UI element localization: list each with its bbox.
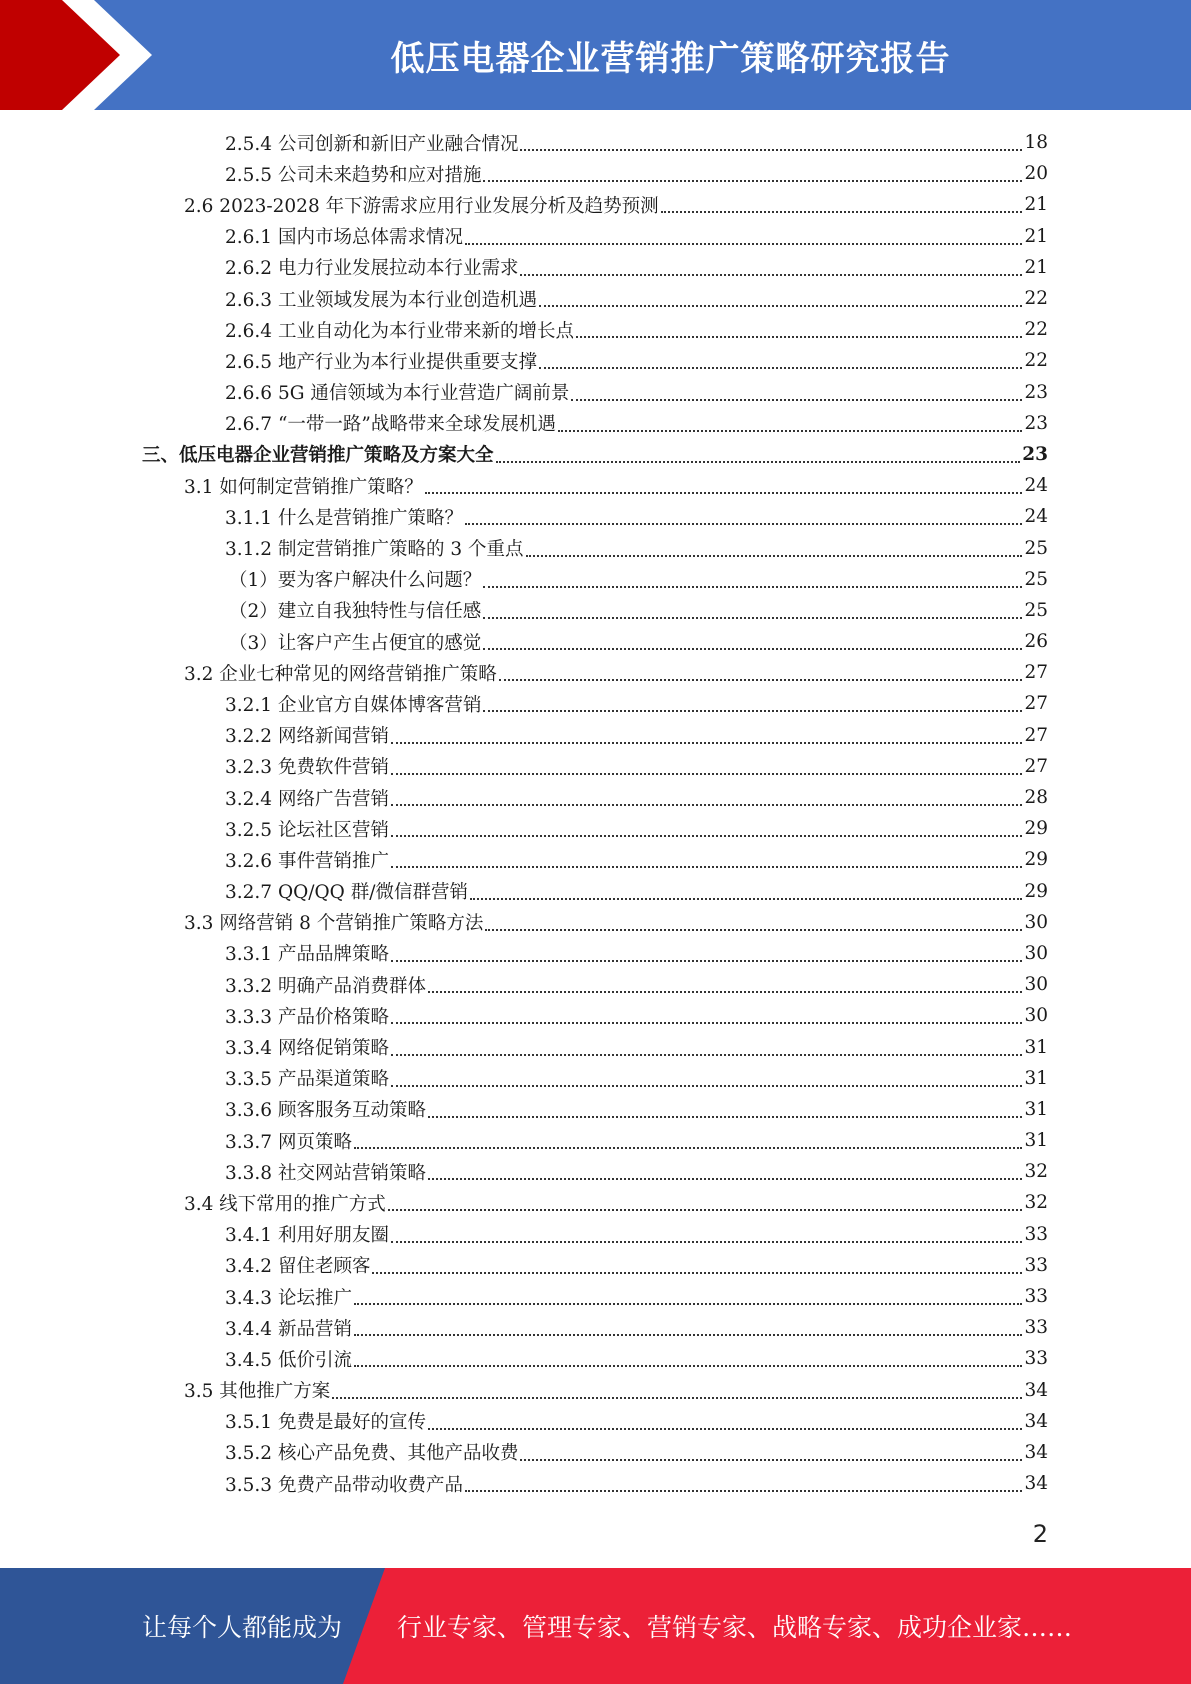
toc-entry[interactable] <box>0 938 1191 969</box>
toc-entry-title: 3.3.8 社交网站营销策略 <box>225 1162 426 1184</box>
document-title: 低压电器企业营销推广策略研究报告 <box>390 38 951 79</box>
toc-entry[interactable] <box>0 501 1191 532</box>
toc-entry-page: 33 <box>1024 1348 1048 1370</box>
toc-entry[interactable] <box>0 1250 1191 1281</box>
toc-entry-page: 34 <box>1024 1473 1048 1495</box>
toc-dot-leader <box>391 865 1022 868</box>
toc-dot-leader <box>428 990 1022 993</box>
toc-entry-page: 31 <box>1024 1130 1048 1152</box>
toc-dot-leader <box>539 366 1022 369</box>
toc-entry-title: 3.1.1 什么是营销推广策略？ <box>225 507 463 529</box>
toc-dot-leader <box>354 1302 1023 1305</box>
toc-entry[interactable] <box>0 1312 1191 1343</box>
toc-entry[interactable] <box>0 1375 1191 1406</box>
toc-entry-page: 33 <box>1024 1286 1048 1308</box>
toc-dot-leader <box>485 928 1022 931</box>
toc-entry-title: 3.1 如何制定营销推广策略？ <box>184 476 423 498</box>
toc-dot-leader <box>332 1396 1022 1399</box>
toc-entry-page: 31 <box>1024 1036 1048 1058</box>
toc-entry-page: 25 <box>1024 537 1048 559</box>
toc-entry-title: 3.2.5 论坛社区营销 <box>225 819 389 841</box>
toc-entry-title: 3.5.1 免费是最好的宣传 <box>225 1412 426 1434</box>
page-number: 2 <box>1032 1520 1048 1548</box>
toc-entry[interactable] <box>0 1000 1191 1031</box>
toc-entry-title: 3.4.4 新品营销 <box>225 1318 352 1340</box>
toc-dot-leader <box>499 678 1023 681</box>
page-footer <box>0 1568 1191 1684</box>
toc-entry[interactable] <box>0 688 1191 719</box>
toc-entry-page: 34 <box>1024 1441 1048 1463</box>
toc-entry-title: 三、低压电器企业营销推广策略及方案大全 <box>142 445 494 467</box>
toc-entry[interactable] <box>0 1031 1191 1062</box>
toc-entry-title: 3.2.4 网络广告营销 <box>225 788 389 810</box>
toc-entry[interactable] <box>0 595 1191 626</box>
toc-entry-page: 21 <box>1024 256 1048 278</box>
toc-dot-leader <box>388 1208 1023 1211</box>
toc-dot-leader <box>576 335 1022 338</box>
toc-entry-page: 23 <box>1024 412 1048 434</box>
toc-entry-page: 24 <box>1024 475 1048 497</box>
toc-entry-page: 29 <box>1024 880 1048 902</box>
toc-entry-title: 3.3.2 明确产品消费群体 <box>225 975 426 997</box>
toc-entry-title: 3.2.6 事件营销推广 <box>225 850 389 872</box>
toc-entry-title: 3.2.2 网络新闻营销 <box>225 726 389 748</box>
toc-entry-title: 3.4.1 利用好朋友圈 <box>225 1225 389 1247</box>
toc-entry-page: 20 <box>1024 163 1048 185</box>
toc-entry[interactable] <box>0 1468 1191 1499</box>
toc-dot-leader <box>483 709 1022 712</box>
toc-dot-leader <box>483 616 1022 619</box>
toc-entry-title: 3.3 网络营销 8 个营销推广策略方法 <box>184 913 484 935</box>
toc-entry-page: 27 <box>1024 724 1048 746</box>
footer-slogan-left: 让每个人都能成为 <box>142 1613 343 1642</box>
toc-entry-title: 3.2.3 免费软件营销 <box>225 757 389 779</box>
toc-dot-leader <box>391 1240 1022 1243</box>
toc-entry-page: 22 <box>1024 288 1048 310</box>
toc-entry-title: 3.4 线下常用的推广方式 <box>184 1193 386 1215</box>
toc-entry-title: 3.4.3 论坛推广 <box>225 1287 352 1309</box>
toc-entry[interactable] <box>0 283 1191 314</box>
toc-entry-title: 3.5 其他推广方案 <box>184 1381 331 1403</box>
toc-dot-leader <box>470 897 1022 900</box>
toc-entry[interactable] <box>0 1281 1191 1312</box>
toc-entry-title: 2.6.3 工业领域发展为本行业创造机遇 <box>225 289 537 311</box>
toc-dot-leader <box>520 1458 1022 1461</box>
toc-entry-page: 30 <box>1024 1005 1048 1027</box>
toc-entry-page: 18 <box>1024 132 1048 154</box>
toc-entry-title: 3.4.5 低价引流 <box>225 1349 352 1371</box>
toc-entry[interactable] <box>0 782 1191 813</box>
toc-dot-leader <box>391 834 1022 837</box>
toc-dot-leader <box>558 429 1023 432</box>
toc-entry-page: 23 <box>1022 443 1048 465</box>
toc-entry[interactable] <box>0 314 1191 345</box>
toc-dot-leader <box>391 1084 1022 1087</box>
toc-entry[interactable] <box>0 1437 1191 1468</box>
toc-entry-title: 2.6.4 工业自动化为本行业带来新的增长点 <box>225 320 574 342</box>
toc-entry[interactable] <box>0 1406 1191 1437</box>
toc-entry-page: 34 <box>1024 1410 1048 1432</box>
toc-dot-leader <box>465 522 1022 525</box>
toc-entry[interactable] <box>0 470 1191 501</box>
toc-entry[interactable] <box>0 158 1191 189</box>
toc-entry-page: 22 <box>1024 350 1048 372</box>
toc-dot-leader <box>354 1333 1023 1336</box>
toc-dot-leader <box>483 179 1022 182</box>
toc-dot-leader <box>428 1115 1022 1118</box>
toc-dot-leader <box>428 1427 1022 1430</box>
toc-entry-title: 2.5.5 公司未来趋势和应对措施 <box>225 164 482 186</box>
table-of-contents <box>0 127 1191 1499</box>
toc-entry-page: 27 <box>1024 693 1048 715</box>
toc-entry-title: 3.3.3 产品价格策略 <box>225 1006 389 1028</box>
toc-entry-page: 24 <box>1024 506 1048 528</box>
toc-entry-page: 25 <box>1024 568 1048 590</box>
toc-entry[interactable] <box>0 844 1191 875</box>
toc-entry[interactable] <box>0 813 1191 844</box>
toc-entry-title: 2.6 2023-2028 年下游需求应用行业发展分析及趋势预测 <box>184 195 659 217</box>
toc-entry[interactable] <box>0 564 1191 595</box>
toc-entry-page: 29 <box>1024 818 1048 840</box>
toc-entry[interactable] <box>0 626 1191 657</box>
toc-entry-title: 3.2 企业七种常见的网络营销推广策略 <box>184 663 497 685</box>
toc-entry-page: 21 <box>1024 194 1048 216</box>
toc-dot-leader <box>496 460 1021 463</box>
toc-entry-title: 2.6.2 电力行业发展拉动本行业需求 <box>225 258 519 280</box>
toc-entry-title: 3.4.2 留住老顾客 <box>225 1256 371 1278</box>
toc-entry[interactable] <box>0 221 1191 252</box>
toc-entry[interactable] <box>0 657 1191 688</box>
toc-entry[interactable] <box>0 1219 1191 1250</box>
toc-entry-title: 3.2.7 QQ/QQ 群/微信群营销 <box>225 882 468 904</box>
toc-dot-leader <box>428 1177 1022 1180</box>
toc-entry-title: 2.5.4 公司创新和新旧产业融合情况 <box>225 133 519 155</box>
toc-entry-page: 32 <box>1024 1192 1048 1214</box>
toc-entry-title: 2.6.5 地产行业为本行业提供重要支撑 <box>225 351 537 373</box>
toc-entry[interactable] <box>0 907 1191 938</box>
toc-entry[interactable] <box>0 751 1191 782</box>
toc-dot-leader <box>465 242 1022 245</box>
toc-entry-page: 23 <box>1024 381 1048 403</box>
toc-entry[interactable] <box>0 1156 1191 1187</box>
toc-dot-leader <box>520 148 1022 151</box>
toc-entry-title: 2.6.1 国内市场总体需求情况 <box>225 227 463 249</box>
header-white-chevron <box>0 0 160 110</box>
toc-entry-title: （1）要为客户解决什么问题？ <box>229 570 482 592</box>
toc-entry-title: 3.3.7 网页策略 <box>225 1131 352 1153</box>
toc-entry-title: 3.3.4 网络促销策略 <box>225 1038 389 1060</box>
toc-entry-page: 32 <box>1024 1161 1048 1183</box>
toc-entry-page: 27 <box>1024 755 1048 777</box>
toc-entry-page: 29 <box>1024 849 1048 871</box>
toc-entry-page: 33 <box>1024 1223 1048 1245</box>
toc-entry-page: 30 <box>1024 974 1048 996</box>
page-header <box>0 0 1191 110</box>
toc-entry-title: 3.1.2 制定营销推广策略的 3 个重点 <box>225 539 524 561</box>
toc-dot-leader <box>391 803 1022 806</box>
footer-slogan-right: 行业专家、管理专家、营销专家、战略专家、成功企业家…… <box>397 1613 1073 1642</box>
toc-entry[interactable] <box>0 1343 1191 1374</box>
toc-entry[interactable] <box>0 876 1191 907</box>
toc-dot-leader <box>391 1053 1022 1056</box>
toc-entry-title: 2.6.7 “一带一路”战略带来全球发展机遇 <box>225 414 556 436</box>
toc-entry-title: （2）建立自我独特性与信任感 <box>229 601 482 623</box>
toc-entry-page: 28 <box>1024 787 1048 809</box>
toc-entry-title: 3.5.2 核心产品免费、其他产品收费 <box>225 1443 519 1465</box>
toc-entry[interactable] <box>0 189 1191 220</box>
toc-entry-page: 22 <box>1024 319 1048 341</box>
toc-entry-title: 3.3.1 产品品牌策略 <box>225 944 389 966</box>
toc-entry-title: 2.6.6 5G 通信领域为本行业营造广阔前景 <box>225 383 570 405</box>
toc-dot-leader <box>391 959 1022 962</box>
toc-entry-page: 27 <box>1024 662 1048 684</box>
toc-entry[interactable] <box>0 1125 1191 1156</box>
toc-entry[interactable] <box>0 1094 1191 1125</box>
toc-entry-page: 33 <box>1024 1254 1048 1276</box>
toc-dot-leader <box>539 304 1022 307</box>
toc-dot-leader <box>483 647 1022 650</box>
toc-dot-leader <box>391 741 1022 744</box>
toc-entry-page: 30 <box>1024 911 1048 933</box>
toc-entry-page: 33 <box>1024 1317 1048 1339</box>
toc-entry-page: 31 <box>1024 1067 1048 1089</box>
toc-entry-title: 3.5.3 免费产品带动收费产品 <box>225 1474 463 1496</box>
toc-dot-leader <box>391 772 1022 775</box>
toc-dot-leader <box>483 585 1022 588</box>
toc-dot-leader <box>571 398 1022 401</box>
toc-entry[interactable] <box>0 532 1191 563</box>
toc-entry-title: 3.3.5 产品渠道策略 <box>225 1069 389 1091</box>
toc-entry[interactable] <box>0 408 1191 439</box>
toc-dot-leader <box>465 1489 1022 1492</box>
toc-entry[interactable] <box>0 252 1191 283</box>
toc-entry[interactable] <box>0 377 1191 408</box>
toc-entry[interactable] <box>0 439 1191 470</box>
toc-entry-page: 21 <box>1024 225 1048 247</box>
toc-dot-leader <box>391 1021 1022 1024</box>
toc-entry[interactable] <box>0 1063 1191 1094</box>
toc-entry-page: 26 <box>1024 631 1048 653</box>
toc-entry-title: 3.3.6 顾客服务互动策略 <box>225 1100 426 1122</box>
toc-entry-title: （3）让客户产生占便宜的感觉 <box>229 632 482 654</box>
toc-dot-leader <box>425 491 1023 494</box>
toc-dot-leader <box>372 1271 1022 1274</box>
toc-dot-leader <box>526 554 1023 557</box>
toc-entry-page: 25 <box>1024 599 1048 621</box>
toc-dot-leader <box>520 273 1022 276</box>
toc-entry-page: 30 <box>1024 942 1048 964</box>
toc-entry-page: 31 <box>1024 1098 1048 1120</box>
toc-entry[interactable] <box>0 969 1191 1000</box>
toc-entry[interactable] <box>0 1187 1191 1218</box>
toc-entry[interactable] <box>0 345 1191 376</box>
toc-dot-leader <box>354 1364 1023 1367</box>
toc-entry[interactable] <box>0 127 1191 158</box>
toc-dot-leader <box>354 1146 1023 1149</box>
toc-entry-title: 3.2.1 企业官方自媒体博客营销 <box>225 694 482 716</box>
toc-dot-leader <box>661 210 1023 213</box>
toc-entry[interactable] <box>0 720 1191 751</box>
toc-entry-page: 34 <box>1024 1379 1048 1401</box>
